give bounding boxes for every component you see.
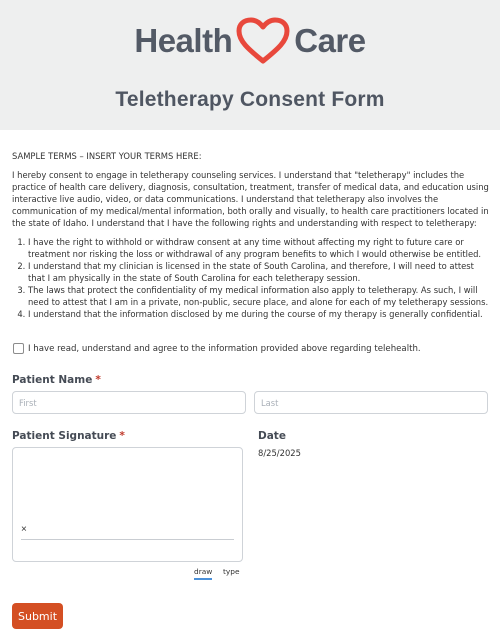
terms-item: 4. I understand that the information disclosed by me during the course of my therapy is generally confidential. <box>28 308 490 320</box>
signature-pad[interactable] <box>12 447 243 562</box>
heart-icon <box>234 16 292 66</box>
terms-intro: I hereby consent to engage in teletherapy counseling services. I understand that "teletherapy" includes the practice of health care delivery, diagnosis, consultation, treatment, transfer of medical data, and education using interactive live audio, video, or data communications. I understand that teletherapy also involves the communication of my medical/mental information, both orally and visually, to health care practitioners located in the state of Idaho. I understand that I have the following rights and understanding with respect to teletherapy: <box>12 170 489 228</box>
submit-button[interactable]: Submit <box>12 603 63 629</box>
terms-item: 1. I have the right to withhold or withdraw consent at any time without affecting my right to future care or treatment nor risking the loss or withdrawal of any program benefits to which I would otherwise be entitled. <box>28 236 490 260</box>
signature-mode-draw-tab[interactable]: draw <box>194 567 212 580</box>
signature-baseline <box>21 539 234 540</box>
terms-list <box>28 236 490 320</box>
agree-label: I have read, understand and agree to the information provided above regarding telehealth. <box>28 343 421 354</box>
logo-word-health: Health <box>134 22 233 59</box>
signature-mode-type-tab[interactable]: type <box>223 567 240 576</box>
signature-x-mark: × <box>21 524 27 535</box>
last-name-input[interactable] <box>254 391 488 414</box>
logo-word-care: Care <box>294 22 366 59</box>
terms-section <box>12 150 490 320</box>
terms-item: 3. The laws that protect the confidentiality of my medical information also apply to teletherapy. As such, I will need to attest that I am in a private, non-public, secure place, and alone for each of my teletherapy sessions. <box>28 284 490 308</box>
agree-row[interactable] <box>13 343 421 354</box>
date-value: 8/25/2025 <box>258 448 301 458</box>
required-mark: * <box>119 430 125 442</box>
required-mark: * <box>95 374 101 386</box>
patient-name-label <box>12 374 101 386</box>
date-label: Date <box>258 430 286 442</box>
first-name-input[interactable] <box>12 391 246 414</box>
terms-heading: SAMPLE TERMS – INSERT YOUR TERMS HERE: <box>12 151 202 161</box>
form-header <box>0 0 500 130</box>
patient-signature-label-text: Patient Signature <box>12 430 117 442</box>
patient-signature-label <box>12 430 125 442</box>
agree-checkbox[interactable] <box>13 343 24 354</box>
healthcare-logo <box>0 14 500 68</box>
patient-name-label-text: Patient Name <box>12 374 93 386</box>
terms-item: 2. I understand that my clinician is licensed in the state of South Carolina, and therefore, I will need to attest that I am physically in the state of South Carolina for each teletherapy session. <box>28 260 490 284</box>
page-title: Teletherapy Consent Form <box>115 88 385 111</box>
